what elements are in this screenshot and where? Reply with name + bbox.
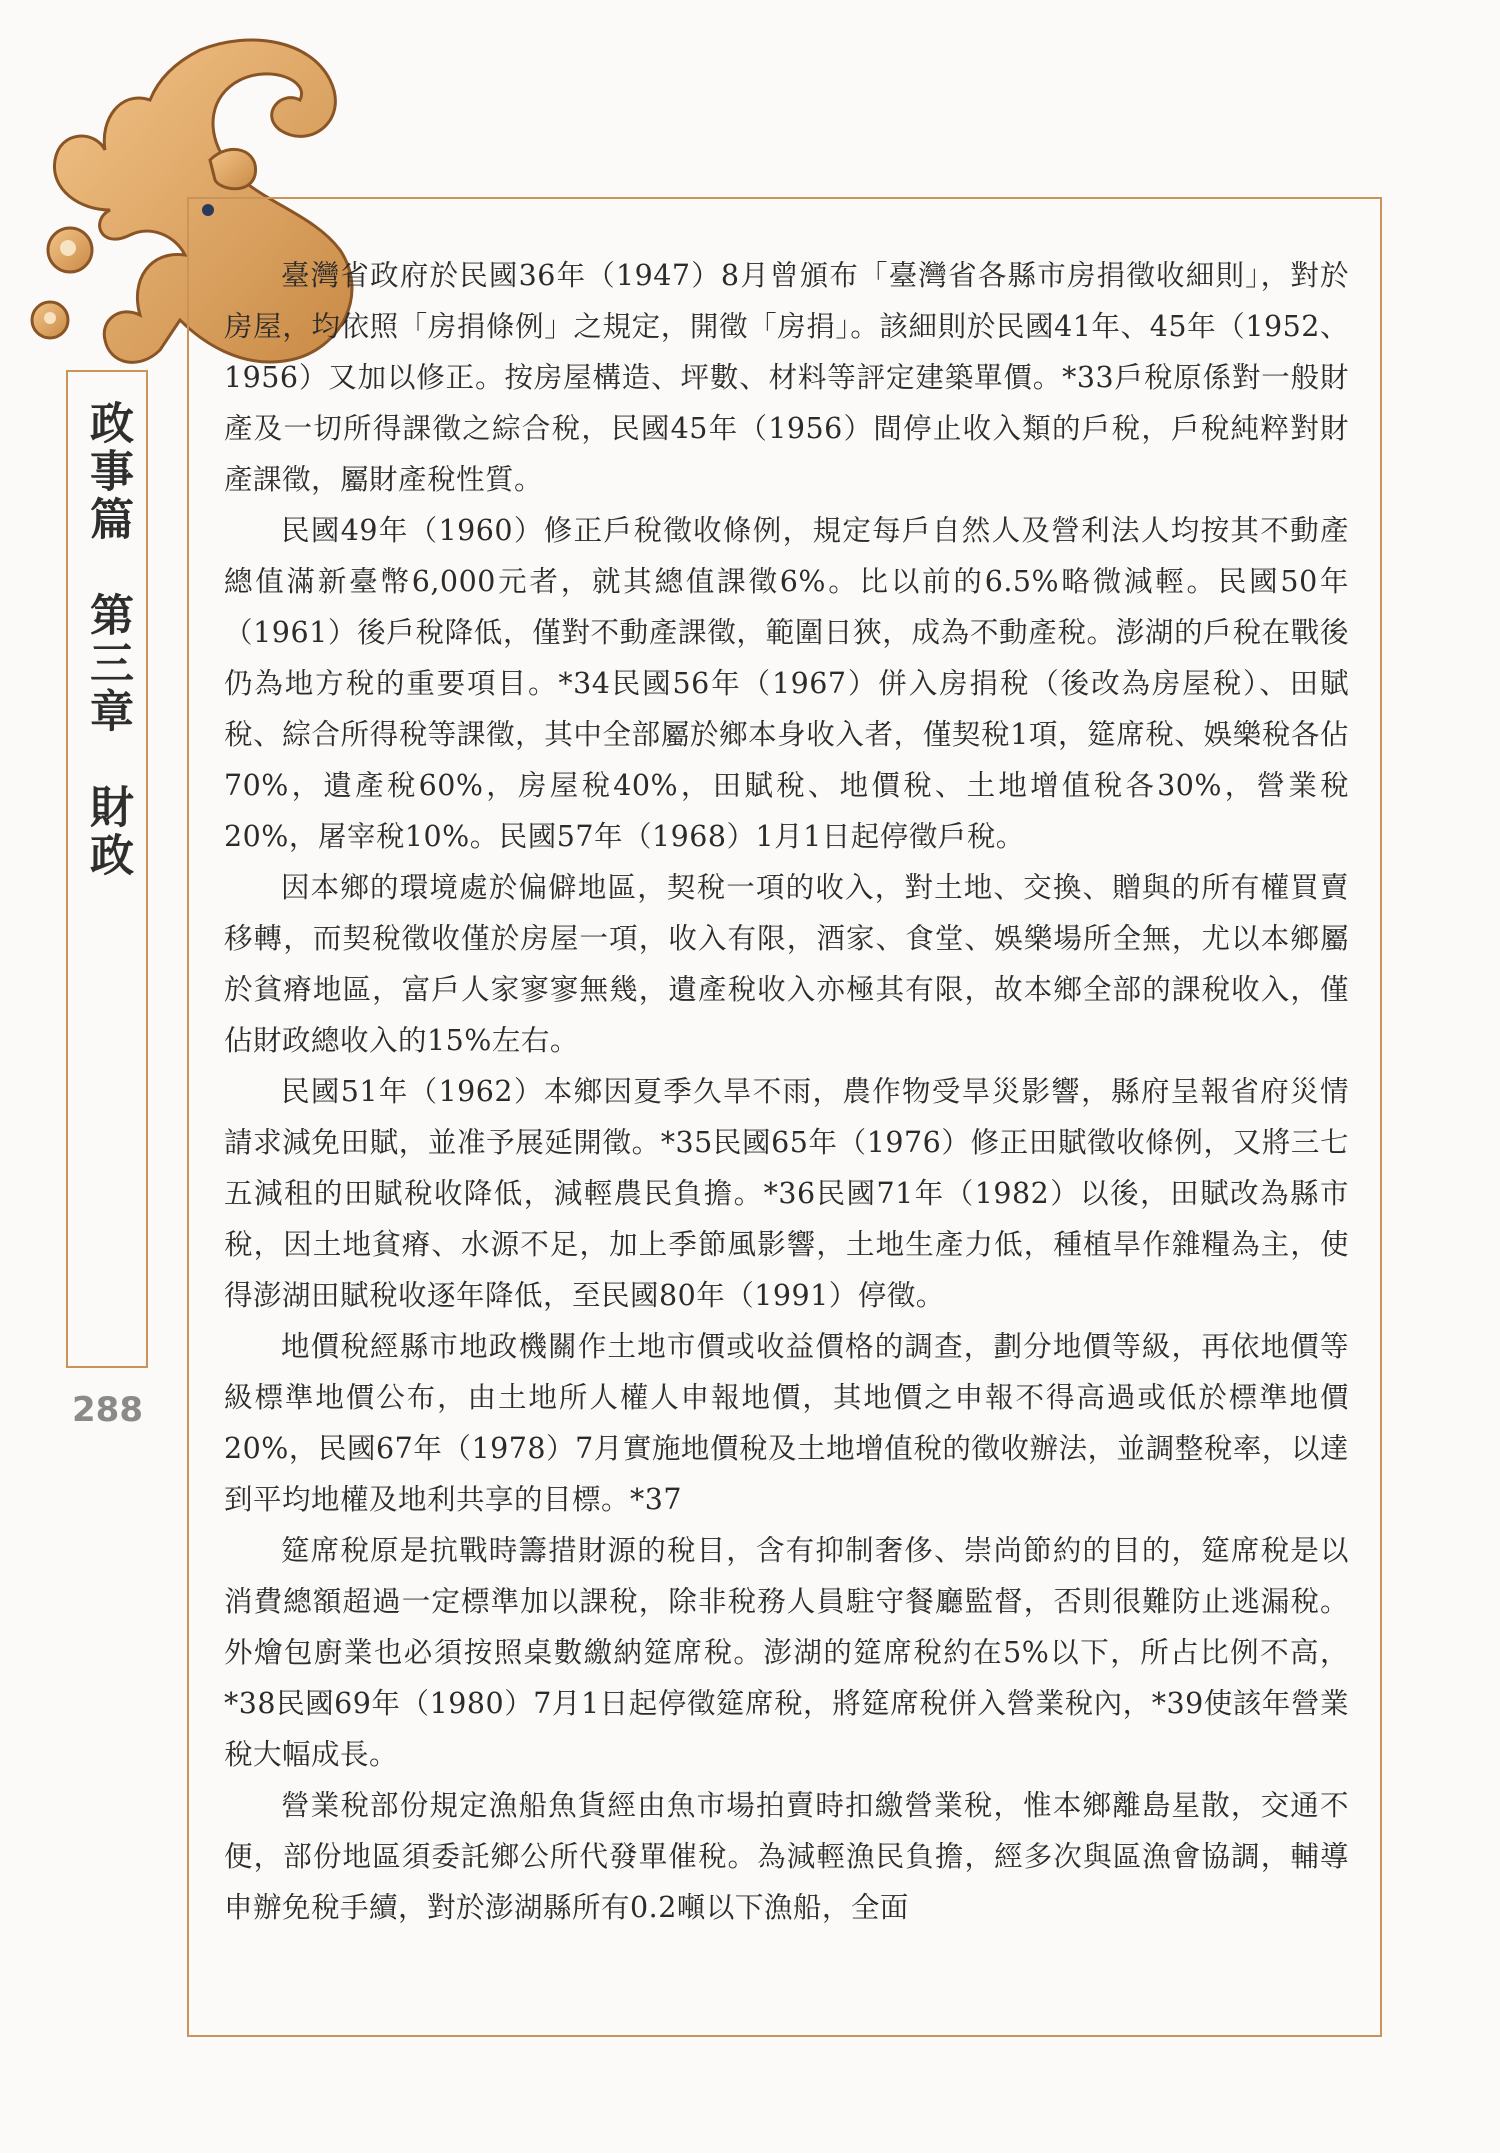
paragraph-4: 民國51年（1962）本鄉因夏季久旱不雨，農作物受旱災影響，縣府呈報省府災情請求減免田賦，並准予展延開徵。*35民國65年（1976）修正田賦徵收條例，又將三七五減租的田賦稅收降低，減輕農民負擔。*36民國71年（1982）以後，田賦改為縣市稅，因土地貧瘠、水源不足，加上季節風影響，土地生產力低，種植旱作雜糧為主，使得澎湖田賦稅收逐年降低，至民國80年（1991）停徵。 [224,1075,1349,1312]
paragraph-6: 筵席稅原是抗戰時籌措財源的稅目，含有抑制奢侈、崇尚節約的目的，筵席稅是以消費總額超過一定標準加以課稅，除非稅務人員駐守餐廳監督，否則很難防止逃漏稅。外燴包廚業也必須按照桌數繳納筵席稅。澎湖的筵席稅約在5%以下，所占比例不高，*38民國69年（1980）7月1日起停徵筵席稅，將筵席稅併入營業稅內，*39使該年營業稅大幅成長。 [224,1534,1349,1771]
paragraph-5: 地價稅經縣市地政機關作土地市價或收益價格的調查，劃分地價等級，再依地價等級標準地價公布，由土地所人權人申報地價，其地價之申報不得高過或低於標準地價20%，民國67年（1978）7月實施地價稅及土地增值稅的徵收辦法，並調整稅率，以達到平均地權及地利共享的目標。*37 [224,1330,1349,1516]
paragraph-1: 臺灣省政府於民國36年（1947）8月曾頒布「臺灣省各縣市房捐徵收細則」，對於房屋，均依照「房捐條例」之規定，開徵「房捐」。該細則於民國41年、45年（1952、1956）又加以修正。按房屋構造、坪數、材料等評定建築單價。*33戶稅原係對一般財產及一切所得課徵之綜合稅，民國45年（1956）間停止收入類的戶稅，戶稅純粹對財產課徵，屬財產稅性質。 [224,259,1349,496]
chapter-title: 政事篇 第三章 財政 [82,400,133,880]
body-text [224,250,1349,1933]
paragraph-3: 因本鄉的環境處於偏僻地區，契稅一項的收入，對土地、交換、贈與的所有權買賣移轉，而契稅徵收僅於房屋一項，收入有限，酒家、食堂、娛樂場所全無，尤以本鄉屬於貧瘠地區，富戶人家寥寥無幾，遺產稅收入亦極其有限，故本鄉全部的課稅收入，僅佔財政總收入的15%左右。 [224,871,1349,1057]
paragraph-2: 民國49年（1960）修正戶稅徵收條例，規定每戶自然人及營利法人均按其不動產總值滿新臺幣6,000元者，就其總值課徵6%。比以前的6.5%略微減輕。民國50年（1961）後戶稅降低，僅對不動產課徵，範圍日狹，成為不動產稅。澎湖的戶稅在戰後仍為地方稅的重要項目。*34民國56年（1967）併入房捐稅（後改為房屋稅）、田賦稅、綜合所得稅等課徵，其中全部屬於鄉本身收入者，僅契稅1項，筵席稅、娛樂稅各佔70%，遺產稅60%，房屋稅40%，田賦稅、地價稅、土地增值稅各30%，營業稅20%，屠宰稅10%。民國57年（1968）1月1日起停徵戶稅。 [224,514,1349,853]
page-number: 288 [72,1390,143,1430]
paragraph-7: 營業稅部份規定漁船魚貨經由魚市場拍賣時扣繳營業稅，惟本鄉離島星散，交通不便，部份地區須委託鄉公所代發單催稅。為減輕漁民負擔，經多次與區漁會協調，輔導申辦免稅手續，對於澎湖縣所有0.2噸以下漁船，全面 [224,1789,1349,1924]
chapter-tab [66,370,148,1368]
